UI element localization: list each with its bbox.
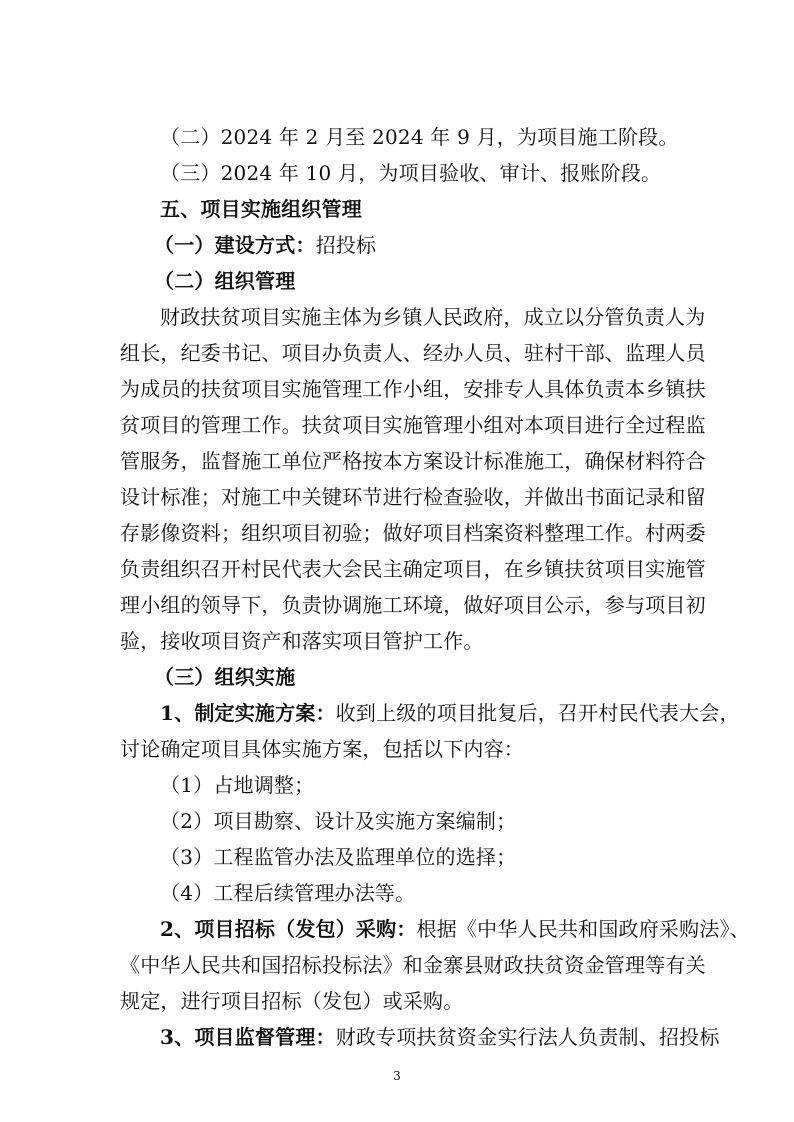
list-item: （4）工程后续管理办法等。 xyxy=(160,881,416,905)
construction-method-line xyxy=(154,231,376,259)
item-1-continuation: 讨论确定项目具体实施方案，包括以下内容： xyxy=(120,737,524,761)
list-item: （1）占地调整； xyxy=(160,773,315,797)
item-1-label: 1、制定实施方案： xyxy=(160,701,336,725)
item-1-line xyxy=(160,699,740,727)
construction-method-label: （一）建设方式： xyxy=(154,233,316,257)
management-paragraph-line: 组长，纪委书记、项目办负责人、经办人员、驻村干部、监理人员 xyxy=(120,341,706,365)
item-3-line xyxy=(160,1023,720,1051)
item-2-continuation: 《中华人民共和国招标投标法》和金寨县财政扶贫资金管理等有关 xyxy=(120,953,706,977)
management-paragraph-line: 负责组织召开村民代表大会民主确定项目，在乡镇扶贫项目实施管 xyxy=(120,557,706,581)
management-paragraph-line: 管服务，监督施工单位严格按本方案设计标准施工，确保材料符合 xyxy=(120,449,706,473)
management-paragraph-line: 财政扶贫项目实施主体为乡镇人民政府，成立以分管负责人为 xyxy=(160,305,706,329)
item-2-line xyxy=(160,915,750,943)
management-paragraph-line: 存影像资料；组织项目初验；做好项目档案资料整理工作。村两委 xyxy=(120,521,706,545)
management-paragraph-line: 为成员的扶贫项目实施管理工作小组，安排专人具体负责本乡镇扶 xyxy=(120,377,706,401)
management-paragraph-line: 理小组的领导下，负责协调施工环境，做好项目公示，参与项目初 xyxy=(120,593,706,617)
section-5-heading: 五、项目实施组织管理 xyxy=(160,197,362,221)
organization-management-heading: （二）组织管理 xyxy=(154,269,296,293)
item-3-label: 3、项目监督管理： xyxy=(160,1025,336,1049)
management-paragraph-line: 验，接收项目资产和落实项目管护工作。 xyxy=(120,629,484,653)
item-2-text: 根据《中华人民共和国政府采购法》、 xyxy=(416,917,750,941)
list-item: （2）项目勘察、设计及实施方案编制； xyxy=(160,809,517,833)
phase-2-paragraph: （二）2024 年 2 月至 2024 年 9 月，为项目施工阶段。 xyxy=(160,125,679,149)
organization-implementation-heading: （三）组织实施 xyxy=(154,665,296,689)
item-1-text: 收到上级的项目批复后，召开村民代表大会， xyxy=(335,701,740,725)
page-number: 3 xyxy=(393,1069,401,1083)
construction-method-value: 招投标 xyxy=(315,233,377,257)
management-paragraph-line: 设计标准；对施工中关键环节进行检查验收，并做出书面记录和留 xyxy=(120,485,706,509)
item-2-label: 2、项目招标（发包）采购： xyxy=(160,917,417,941)
item-3-text: 财政专项扶贫资金实行法人负责制、招投标 xyxy=(335,1025,720,1049)
list-item: （3）工程监管办法及监理单位的选择； xyxy=(160,845,517,869)
phase-3-paragraph: （三）2024 年 10 月，为项目验收、审计、报账阶段。 xyxy=(160,161,662,185)
management-paragraph-line: 贫项目的管理工作。扶贫项目实施管理小组对本项目进行全过程监 xyxy=(120,413,706,437)
item-2-continuation: 规定，进行项目招标（发包）或采购。 xyxy=(120,989,464,1013)
